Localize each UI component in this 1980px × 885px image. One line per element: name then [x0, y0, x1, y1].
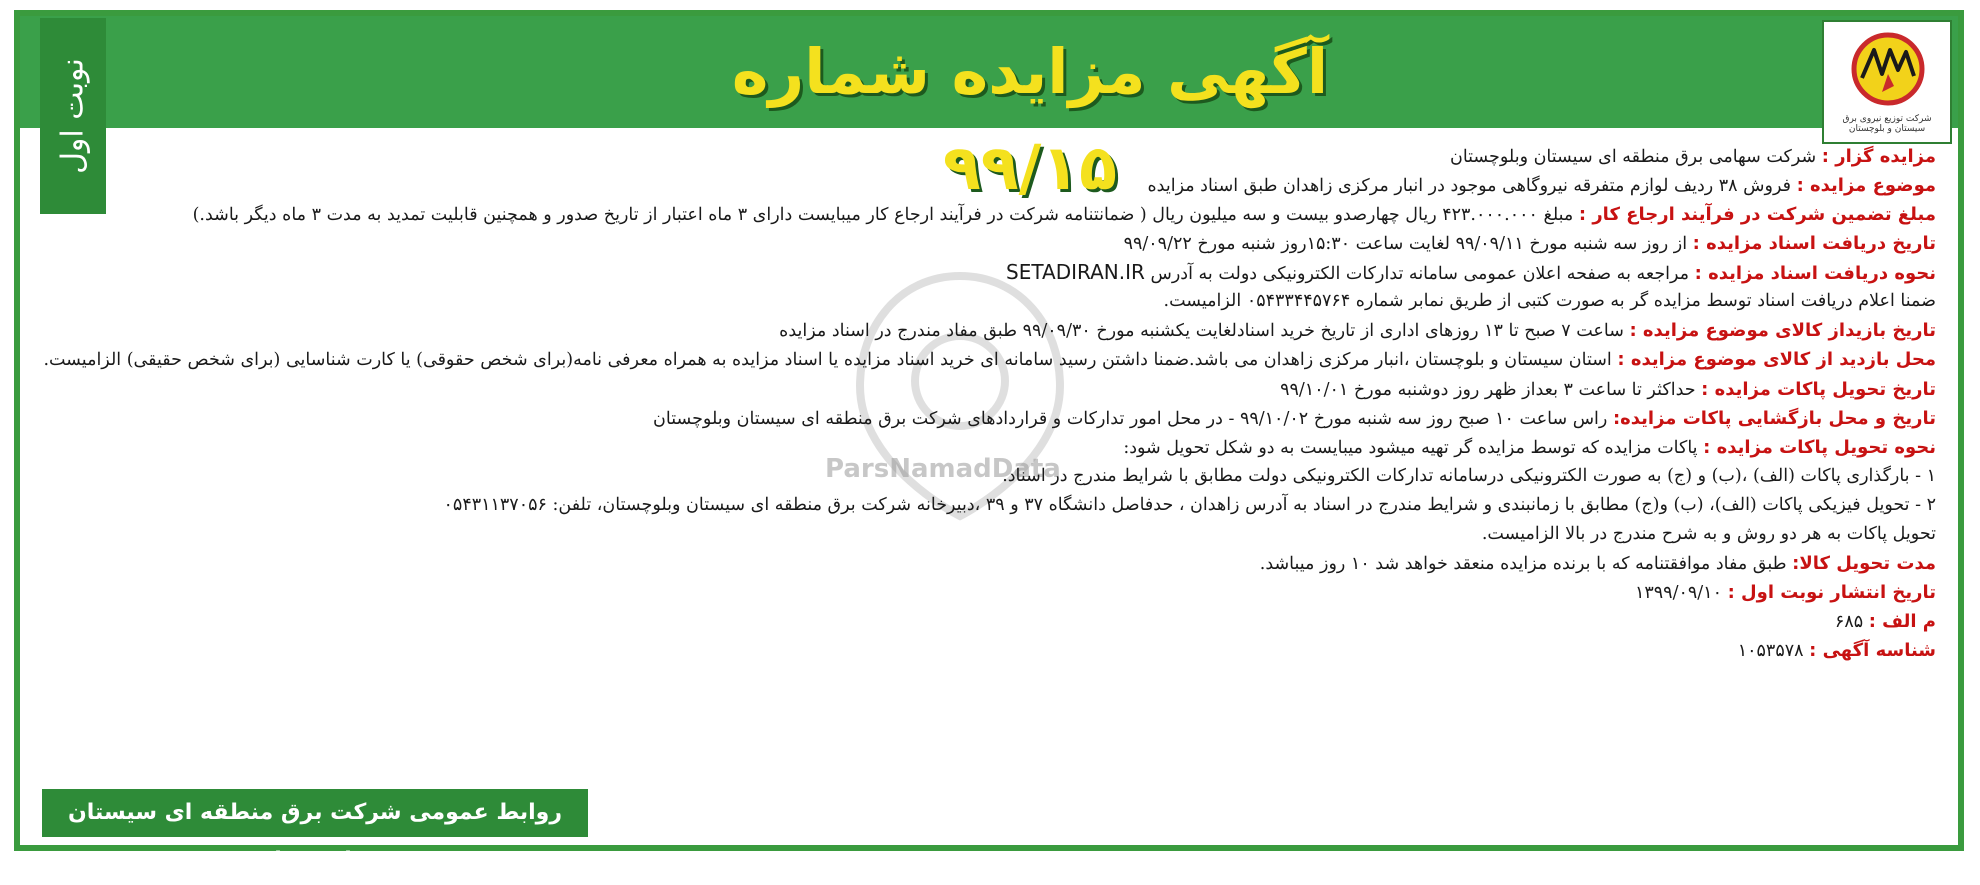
delivery-method-row	[40, 433, 1936, 462]
logo-caption: شرکت توزیع نیروی برق سیستان و بلوچستان	[1842, 114, 1932, 134]
m-alef-row	[40, 607, 1936, 636]
opening-label: تاریخ و محل بازگشایی پاکات مزایده:	[1612, 408, 1936, 429]
publish-date-value: ۱۳۹۹/۰۹/۱۰	[1634, 583, 1722, 603]
delivery-date-row	[40, 375, 1936, 404]
inspection-place-label: محل بازدید از کالای موضوع مزایده :	[1617, 349, 1936, 370]
page-title: آگهی مزایده شماره ۹۹/۱۵	[731, 35, 1329, 204]
delivery-date-value: حداکثر تا ساعت ۳ بعداز ظهر روز دوشنبه مورخ ۹۹/۱۰/۰۱	[1280, 380, 1696, 400]
doc-method-label: نحوه دریافت اسناد مزایده :	[1694, 263, 1936, 284]
guarantee-value: مبلغ ۴۲۳.۰۰۰.۰۰۰ ریال چهارصدو بیست و سه میلیون ریال ( ضمانتنامه شرکت در فرآیند ارجاع کار میبایست دارای ۳ ماه اعتبار از تاریخ صدور و همچنین قابلیت تمدید به مدت ۳ ماه دیگر باشد.)	[192, 205, 1574, 225]
m-alef-value: ۶۸۵	[1834, 612, 1864, 632]
delivery-method-label: نحوه تحویل پاکات مزایده :	[1703, 437, 1936, 458]
power-company-logo-icon	[1848, 30, 1928, 108]
publish-date-row	[40, 578, 1936, 607]
ad-id-value: ۱۰۵۳۵۷۸	[1737, 641, 1804, 661]
publish-date-label: تاریخ انتشار نوبت اول :	[1727, 582, 1936, 603]
guarantee-label: مبلغ تضمین شرکت در فرآیند ارجاع کار :	[1578, 204, 1936, 225]
public-relations-tag: روابط عمومی شرکت برق منطقه ای سیستان وبلوچستان	[42, 789, 588, 837]
method-item-2: ۲ - تحویل فیزیکی پاکات (الف)، (ب) و(ج) مطابق با زمانبندی و شرایط مندرج در اسناد به آدرس زاهدان ، حدفاصل دانشگاه ۳۷ و ۳۹ ،دبیرخانه شرکت برق منطقه ای سیستان وبلوچستان، تلفن: ۰۵۴۳۱۱۳۷۰۵۶	[443, 495, 1936, 515]
subject-value: فروش ۳۸ ردیف لوازم متفرقه نیروگاهی موجود در انبار مرکزی زاهدان طبق اسناد مزایده	[1147, 176, 1791, 196]
ad-id-label: شناسه آگهی :	[1809, 640, 1936, 661]
goods-delivery-label: مدت تحویل کالا:	[1792, 553, 1936, 574]
watermark-brand: ParsNamadData	[825, 454, 1061, 484]
doc-date-label: تاریخ دریافت اسناد مزایده :	[1692, 233, 1936, 254]
inspection-date-label: تاریخ بازیداز کالای موضوع مزایده :	[1629, 320, 1936, 341]
guarantee-row	[40, 200, 1936, 229]
inspection-date-row	[40, 316, 1936, 345]
delivery-date-label: تاریخ تحویل پاکات مزایده :	[1701, 379, 1936, 400]
opening-value: راس ساعت ۱۰ صبح روز سه شنبه مورخ ۹۹/۱۰/۰۲ - در محل امور تدارکات و قراردادهای شرکت برق منطقه ای سیستان وبلوچستان	[653, 409, 1608, 429]
auctioneer-value: شرکت سهامی برق منطقه ای سیستان وبلوچستان	[1449, 147, 1817, 167]
inspection-place-value: استان سیستان و بلوچستان ،انبار مرکزی زاهدان می باشد.ضمنا داشتن رسید سامانه ای خرید اسناد مزایده یا اسناد مزایده به همراه معرفی نامه(برای شخص حقوقی) یا کارت شناسایی (برای شخص حقیقی) الزامیست.	[43, 350, 1612, 370]
goods-delivery-row	[40, 549, 1936, 578]
goods-delivery-value: طبق مفاد موافقتنامه که با برنده مزایده منعقد خواهد شد ۱۰ روز میباشد.	[1259, 554, 1787, 574]
opening-row	[40, 404, 1936, 433]
ad-id-row	[40, 636, 1936, 665]
delivery-method-value: پاکات مزایده که توسط مزایده گر تهیه میشود میبایست به دو شکل تحویل شود:	[1123, 438, 1698, 458]
method-note: تحویل پاکات به هر دو روش و به شرح مندرج در بالا الزامیست.	[1481, 524, 1936, 544]
method-item-1: ۱ - بارگذاری پاکات (الف) ،(ب) و (ج) به صورت الکترونیکی درسامانه تدارکات الکترونیکی دولت مطابق با شرایط مندرج در اسناد.	[1002, 466, 1936, 486]
subject-row	[40, 171, 1936, 200]
m-alef-label: م الف :	[1868, 611, 1936, 632]
inspection-place-row	[40, 345, 1936, 375]
company-logo	[1822, 20, 1952, 144]
doc-date-value: از روز سه شنبه مورخ ۹۹/۰۹/۱۱ لغایت ساعت ۱۵:۳۰روز شنبه مورخ ۹۹/۰۹/۲۲	[1123, 234, 1688, 254]
doc-date-row	[40, 229, 1936, 258]
doc-method-value: مراجعه به صفحه اعلان عمومی سامانه تدارکات الکترونیکی دولت به آدرس	[1150, 264, 1690, 284]
round-tab-label: نوبت اول	[55, 58, 91, 174]
subject-label: موضوع مزایده :	[1796, 175, 1936, 196]
inspection-date-value: ساعت ۷ صبح تا ۱۳ روزهای اداری از تاریخ خرید اسنادلغایت یکشنبه مورخ ۹۹/۰۹/۳۰ طبق مفاد مندرج در اسناد مزایده	[779, 321, 1624, 341]
auctioneer-label: مزایده گزار :	[1821, 146, 1936, 167]
notice-frame	[14, 10, 1964, 873]
notice-body	[40, 142, 1936, 665]
doc-method-row	[40, 258, 1936, 287]
auctioneer-row	[40, 142, 1936, 171]
fax-note: ضمنا اعلام دریافت اسناد توسط مزایده گر به صورت کتبی از طریق نمابر شماره ۰۵۴۳۳۴۴۵۷۶۴ الزامیست.	[1163, 291, 1936, 311]
setadiran-link[interactable]: SETADIRAN.IR	[1006, 260, 1145, 284]
